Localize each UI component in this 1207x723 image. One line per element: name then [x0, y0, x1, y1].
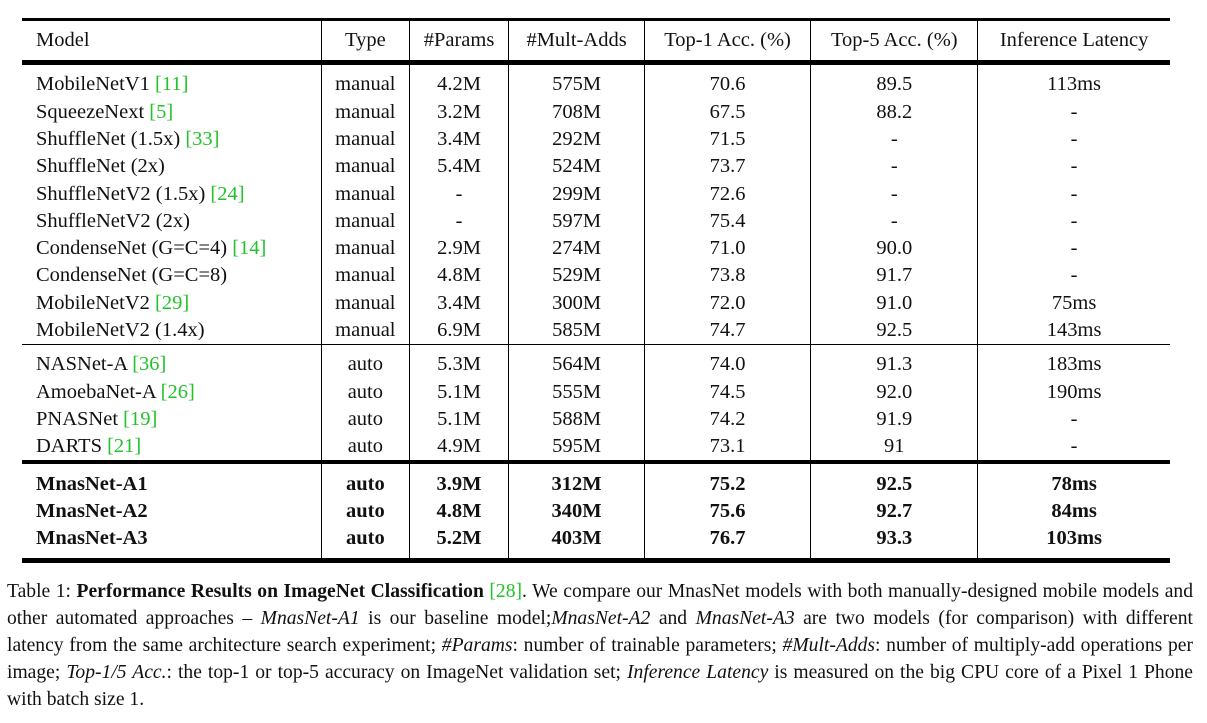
cell-top1: 72.0 — [644, 289, 811, 316]
cell-top1: 72.6 — [644, 180, 811, 207]
citation-link[interactable]: [26] — [160, 380, 195, 403]
cell-type: auto — [322, 497, 410, 524]
header-params: #Params — [409, 20, 509, 63]
cell-top5: 91.0 — [811, 289, 978, 316]
cell-model — [22, 378, 322, 405]
cell-params: 4.9M — [409, 433, 509, 462]
cell-model — [22, 153, 322, 180]
model-name: CondenseNet (G=C=8) — [36, 264, 228, 287]
cell-type: manual — [322, 262, 410, 289]
cell-latency: - — [978, 153, 1170, 180]
cell-mult-adds: 595M — [509, 433, 644, 462]
cell-mult-adds: 585M — [509, 317, 644, 345]
cell-params: 4.8M — [409, 262, 509, 289]
cell-params: 3.4M — [409, 126, 509, 153]
cell-mult-adds: 575M — [509, 63, 644, 99]
header-type: Type — [322, 20, 410, 63]
cell-type: auto — [322, 525, 410, 561]
cell-model — [22, 406, 322, 433]
cell-latency: - — [978, 433, 1170, 462]
caption-term-latency: Inference Latency — [627, 662, 769, 683]
cell-params: 5.2M — [409, 525, 509, 561]
model-name: ShuffleNetV2 (2x) — [36, 209, 190, 232]
cell-latency: 190ms — [978, 378, 1170, 405]
cell-type: auto — [322, 462, 410, 497]
model-name: SqueezeNext — [36, 100, 145, 123]
cell-top5: 91.3 — [811, 344, 978, 378]
cell-params: 4.8M — [409, 497, 509, 524]
cell-top5: 88.2 — [811, 98, 978, 125]
cell-params: 2.9M — [409, 235, 509, 262]
cell-top5: 91 — [811, 433, 978, 462]
cell-params: 3.2M — [409, 98, 509, 125]
header-model: Model — [36, 29, 90, 52]
cell-top5: - — [811, 153, 978, 180]
cell-top1: 67.5 — [644, 98, 811, 125]
cell-mult-adds: 588M — [509, 406, 644, 433]
model-name: MobileNetV2 — [36, 291, 150, 314]
header-latency: Inference Latency — [978, 20, 1170, 63]
model-name: MnasNet-A2 — [36, 499, 148, 522]
cell-type: auto — [322, 433, 410, 462]
results-table-container — [22, 18, 1170, 563]
model-name: ShuffleNet (2x) — [36, 155, 165, 178]
cell-model — [22, 497, 322, 524]
caption-prefix: Table 1: — [7, 581, 77, 602]
cell-top1: 76.7 — [644, 525, 811, 561]
cell-model — [22, 207, 322, 234]
header-row — [22, 20, 1170, 63]
auto-models-group — [22, 344, 1170, 462]
cell-top1: 73.7 — [644, 153, 811, 180]
cell-latency: - — [978, 180, 1170, 207]
caption-text-8: is measured on the big CPU core of a Pixel 1 Phone with batch size 1. — [7, 662, 1193, 710]
table-row — [22, 235, 1170, 262]
cell-top5: 92.5 — [811, 317, 978, 345]
model-name: MnasNet-A1 — [36, 472, 148, 495]
caption-model-a3: MnasNet-A3 — [695, 608, 795, 629]
citation-link[interactable]: [19] — [123, 407, 158, 430]
table-row — [22, 344, 1170, 378]
citation-link[interactable]: [21] — [107, 435, 142, 458]
cell-type: manual — [322, 235, 410, 262]
cell-mult-adds: 555M — [509, 378, 644, 405]
cell-model — [22, 63, 322, 99]
cell-mult-adds: 708M — [509, 98, 644, 125]
cell-model — [22, 317, 322, 345]
table-row — [22, 406, 1170, 433]
cell-top5: 91.7 — [811, 262, 978, 289]
cell-latency: - — [978, 126, 1170, 153]
caption-text-6: : number of multiply-add operations per image; — [7, 635, 1193, 683]
cell-mult-adds: 312M — [509, 462, 644, 497]
table-row — [22, 525, 1170, 561]
model-name: ShuffleNetV2 (1.5x) — [36, 182, 206, 205]
cell-top1: 71.0 — [644, 235, 811, 262]
table-row — [22, 98, 1170, 125]
citation-link[interactable]: [33] — [185, 127, 220, 150]
cell-params: - — [409, 180, 509, 207]
table-row — [22, 497, 1170, 524]
cell-top5: 92.0 — [811, 378, 978, 405]
cell-model — [22, 262, 322, 289]
cell-top5: - — [811, 180, 978, 207]
cell-top1: 70.6 — [644, 63, 811, 99]
model-name: MobileNetV1 — [36, 73, 150, 96]
cell-type: auto — [322, 344, 410, 378]
table-row — [22, 262, 1170, 289]
caption-text-5: : number of trainable parameters; — [512, 635, 783, 656]
model-name: CondenseNet (G=C=4) — [36, 237, 228, 260]
cell-type: auto — [322, 378, 410, 405]
cell-model — [22, 344, 322, 378]
cell-params: - — [409, 207, 509, 234]
cell-type: manual — [322, 126, 410, 153]
model-name: NASNet-A — [36, 353, 128, 376]
citation-link[interactable]: [11] — [155, 73, 189, 96]
header-mult-adds: #Mult-Adds — [509, 20, 644, 63]
cell-latency: - — [978, 235, 1170, 262]
cell-mult-adds: 274M — [509, 235, 644, 262]
cell-mult-adds: 529M — [509, 262, 644, 289]
cell-model — [22, 235, 322, 262]
caption-title-ref[interactable]: [28] — [489, 581, 523, 602]
cell-latency: 183ms — [978, 344, 1170, 378]
mnasnet-models-group — [22, 462, 1170, 560]
cell-model — [22, 126, 322, 153]
table-row — [22, 289, 1170, 316]
table-caption — [7, 578, 1193, 713]
caption-term-mult-adds: #Mult-Adds — [782, 635, 876, 656]
cell-mult-adds: 564M — [509, 344, 644, 378]
cell-mult-adds: 300M — [509, 289, 644, 316]
cell-type: manual — [322, 98, 410, 125]
cell-params: 4.2M — [409, 63, 509, 99]
cell-top5: 90.0 — [811, 235, 978, 262]
citation-link[interactable]: [29] — [155, 291, 190, 314]
cell-top5: - — [811, 126, 978, 153]
cell-mult-adds: 597M — [509, 207, 644, 234]
table-row — [22, 462, 1170, 497]
cell-params: 3.4M — [409, 289, 509, 316]
cell-model — [22, 98, 322, 125]
citation-link[interactable]: [5] — [149, 100, 174, 123]
cell-top1: 75.2 — [644, 462, 811, 497]
table-row — [22, 153, 1170, 180]
cell-top1: 74.5 — [644, 378, 811, 405]
cell-mult-adds: 524M — [509, 153, 644, 180]
cell-type: manual — [322, 180, 410, 207]
cell-latency: 103ms — [978, 525, 1170, 561]
caption-text-7: : the top-1 or top-5 accuracy on ImageNet validation set; — [166, 662, 627, 683]
model-name: PNASNet — [36, 407, 119, 430]
cell-type: manual — [322, 317, 410, 345]
cell-latency: 78ms — [978, 462, 1170, 497]
cell-mult-adds: 299M — [509, 180, 644, 207]
cell-params: 5.4M — [409, 153, 509, 180]
caption-term-params: #Params — [441, 635, 513, 656]
citation-link[interactable]: [24] — [210, 182, 245, 205]
cell-model — [22, 462, 322, 497]
caption-model-a2: MnasNet-A2 — [551, 608, 651, 629]
table-row — [22, 317, 1170, 345]
cell-mult-adds: 340M — [509, 497, 644, 524]
caption-text-2: is our baseline model; — [359, 608, 552, 629]
cell-params: 5.1M — [409, 378, 509, 405]
cell-top5: 93.3 — [811, 525, 978, 561]
cell-latency: 75ms — [978, 289, 1170, 316]
manual-models-group — [22, 63, 1170, 345]
cell-top5: 91.9 — [811, 406, 978, 433]
cell-type: manual — [322, 207, 410, 234]
cell-params: 5.3M — [409, 344, 509, 378]
cell-top1: 75.4 — [644, 207, 811, 234]
model-name: AmoebaNet-A — [36, 380, 156, 403]
cell-model — [22, 433, 322, 462]
table-row — [22, 63, 1170, 99]
caption-text-1: . We compare our MnasNet models with both manually-designed mobile models and other automated approaches – — [7, 581, 1193, 629]
caption-text-4: are two models (for comparison) with different latency from the same architecture search experiment; — [7, 608, 1193, 656]
cell-model — [22, 289, 322, 316]
cell-type: manual — [322, 153, 410, 180]
cell-top1: 74.2 — [644, 406, 811, 433]
cell-mult-adds: 403M — [509, 525, 644, 561]
cell-top1: 75.6 — [644, 497, 811, 524]
table-row — [22, 180, 1170, 207]
cell-top1: 73.1 — [644, 433, 811, 462]
cell-latency: - — [978, 207, 1170, 234]
citation-link[interactable]: [14] — [232, 237, 267, 260]
caption-term-accuracy: Top-1/5 Acc. — [66, 662, 167, 683]
cell-mult-adds: 292M — [509, 126, 644, 153]
table-row — [22, 378, 1170, 405]
cell-type: manual — [322, 63, 410, 99]
cell-params: 5.1M — [409, 406, 509, 433]
table-row — [22, 433, 1170, 462]
table-row — [22, 207, 1170, 234]
cell-top1: 74.0 — [644, 344, 811, 378]
header-top5: Top-5 Acc. (%) — [811, 20, 978, 63]
model-name: MnasNet-A3 — [36, 527, 148, 550]
model-name: DARTS — [36, 435, 102, 458]
cell-top5: - — [811, 207, 978, 234]
caption-title: Performance Results on ImageNet Classification — [76, 581, 484, 602]
model-name: MobileNetV2 (1.4x) — [36, 319, 205, 342]
cell-top1: 74.7 — [644, 317, 811, 345]
caption-model-a1: MnasNet-A1 — [260, 608, 360, 629]
cell-type: auto — [322, 406, 410, 433]
cell-latency: 84ms — [978, 497, 1170, 524]
cell-top1: 71.5 — [644, 126, 811, 153]
cell-type: manual — [322, 289, 410, 316]
model-name: ShuffleNet (1.5x) — [36, 127, 181, 150]
cell-top1: 73.8 — [644, 262, 811, 289]
cell-latency: - — [978, 98, 1170, 125]
caption-text-3: and — [650, 608, 696, 629]
cell-params: 3.9M — [409, 462, 509, 497]
cell-model — [22, 180, 322, 207]
table-header — [22, 20, 1170, 63]
cell-latency: 143ms — [978, 317, 1170, 345]
cell-top5: 92.7 — [811, 497, 978, 524]
table-row — [22, 126, 1170, 153]
cell-top5: 92.5 — [811, 462, 978, 497]
cell-latency: - — [978, 406, 1170, 433]
cell-top5: 89.5 — [811, 63, 978, 99]
cell-model — [22, 525, 322, 561]
header-top1: Top-1 Acc. (%) — [644, 20, 811, 63]
cell-params: 6.9M — [409, 317, 509, 345]
cell-latency: - — [978, 262, 1170, 289]
results-table — [22, 18, 1170, 563]
cell-latency: 113ms — [978, 63, 1170, 99]
citation-link[interactable]: [36] — [132, 353, 167, 376]
